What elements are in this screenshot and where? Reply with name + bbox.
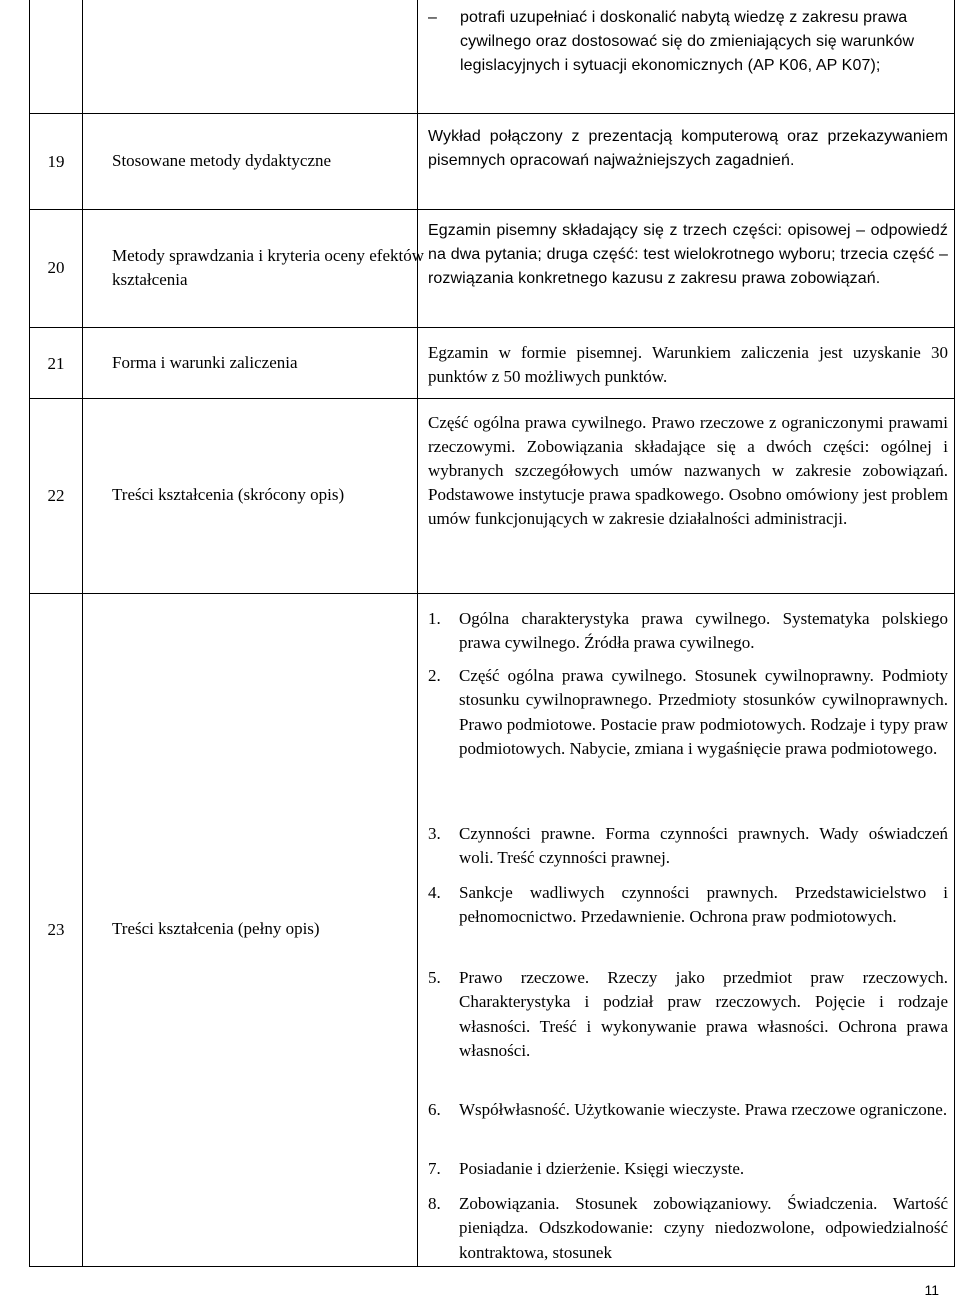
list-item-text: Współwłasność. Użytkowanie wieczyste. Prawa rzeczowe ograniczone. xyxy=(459,1100,948,1119)
intro-cell xyxy=(428,6,948,106)
row-number: 23 xyxy=(47,920,65,939)
list-item-number: 3. xyxy=(428,824,441,843)
row-label: Metody sprawdzania i kryteria oceny efektów kształcenia xyxy=(112,246,425,289)
row-divider xyxy=(30,398,954,399)
list-item-number: 8. xyxy=(428,1194,441,1213)
list-item xyxy=(428,966,948,1064)
list-item-number: 1. xyxy=(428,609,441,628)
dash-bullet: – xyxy=(428,9,437,26)
list-item xyxy=(428,607,948,656)
row-divider xyxy=(30,113,954,114)
list-item xyxy=(428,664,948,762)
list-item-number: 5. xyxy=(428,968,441,987)
row-content: Wykład połączony z prezentacją komputerową oraz przekazywaniem pisemnych opracowań najważniejszych zagadnień. xyxy=(428,128,948,169)
row-divider xyxy=(30,327,954,328)
row-number: 22 xyxy=(47,486,65,505)
row-content: Część ogólna prawa cywilnego. Prawo rzeczowe z ograniczonymi prawami rzeczowymi. Zobowiązania składające się a dwóch części: ogólnej i wybranych szczegółowych umów nazwanych w zakresie zobowiązań. Podstawowe instytucje prawa spadkowego. Osobno omówiony jest problem umów funkcjonujących w zakresie działalności administracji. xyxy=(428,413,948,528)
list-item-number: 6. xyxy=(428,1100,441,1119)
list-item-text: Posiadanie i dzierżenie. Księgi wieczyste. xyxy=(459,1159,745,1178)
list-item xyxy=(428,1157,948,1181)
list-item xyxy=(428,822,948,871)
list-item-number: 7. xyxy=(428,1159,441,1178)
row-content: Egzamin w formie pisemnej. Warunkiem zaliczenia jest uzyskanie 30 punktów z 50 możliwych punktów. xyxy=(428,343,948,386)
list-item-text: Część ogólna prawa cywilnego. Stosunek cywilnoprawny. Podmioty stosunku cywilnoprawnego. Przedmioty stosunków cywilnoprawnych. Prawo podmiotowe. Postacie praw podmiotowych. Rodzaje i typy praw podmiotowych. Nabycie, zmiana i wygaśnięcie prawa podmiotowego. xyxy=(459,666,948,759)
row-divider xyxy=(30,209,954,210)
list-item xyxy=(428,1098,948,1122)
list-item-text: Prawo rzeczowe. Rzeczy jako przedmiot praw rzeczowych. Charakterystyka i podział praw rzeczowych. Pojęcie i rodzaje własności. Treść i wykonywanie prawa własności. Ochrona prawa własności. xyxy=(459,968,948,1061)
row-divider xyxy=(30,593,954,594)
list-item-number: 2. xyxy=(428,666,441,685)
list-item xyxy=(428,1192,948,1265)
list-item-text: Ogólna charakterystyka prawa cywilnego. Systematyka polskiego prawa cywilnego. Źródła prawa cywilnego. xyxy=(459,609,948,653)
list-item-number: 4. xyxy=(428,883,441,902)
column-divider xyxy=(417,0,418,1266)
row-label: Stosowane metody dydaktyczne xyxy=(112,151,332,170)
column-divider xyxy=(82,0,83,1266)
row-label: Forma i warunki zaliczenia xyxy=(112,353,298,372)
row-number: 20 xyxy=(47,258,65,277)
row-number: 21 xyxy=(47,354,65,373)
list-item-text: Sankcje wadliwych czynności prawnych. Przedstawicielstwo i pełnomocnictwo. Przedawnienie. Ochrona praw podmiotowych. xyxy=(459,883,948,927)
list-item-text: Zobowiązania. Stosunek zobowiązaniowy. Świadczenia. Wartość pieniądza. Odszkodowanie: czyny niedozwolone, odpowiedzialność kontraktowa, stosunek xyxy=(459,1194,948,1262)
list-item xyxy=(428,881,948,930)
syllabus-table xyxy=(29,0,955,1267)
page-number: 11 xyxy=(924,1282,939,1298)
row-label: Treści kształcenia (pełny opis) xyxy=(112,919,320,938)
intro-text: potrafi uzupełniać i doskonalić nabytą wiedzę z zakresu prawa cywilnego oraz dostosować się do zmieniających się warunków legislacyjnych i sytuacji ekonomicznych (AP K06, AP K07); xyxy=(460,9,915,74)
row-label: Treści kształcenia (skrócony opis) xyxy=(112,485,345,504)
list-item-text: Czynności prawne. Forma czynności prawnych. Wady oświadczeń woli. Treść czynności prawnej. xyxy=(459,824,948,868)
row-number: 19 xyxy=(47,152,65,171)
row-content: Egzamin pisemny składający się z trzech części: opisowej – odpowiedź na dwa pytania; druga część: test wielokrotnego wyboru; trzecia część – rozwiązania konkretnego kazusu z zakresu prawa zobowiązań. xyxy=(428,222,948,287)
